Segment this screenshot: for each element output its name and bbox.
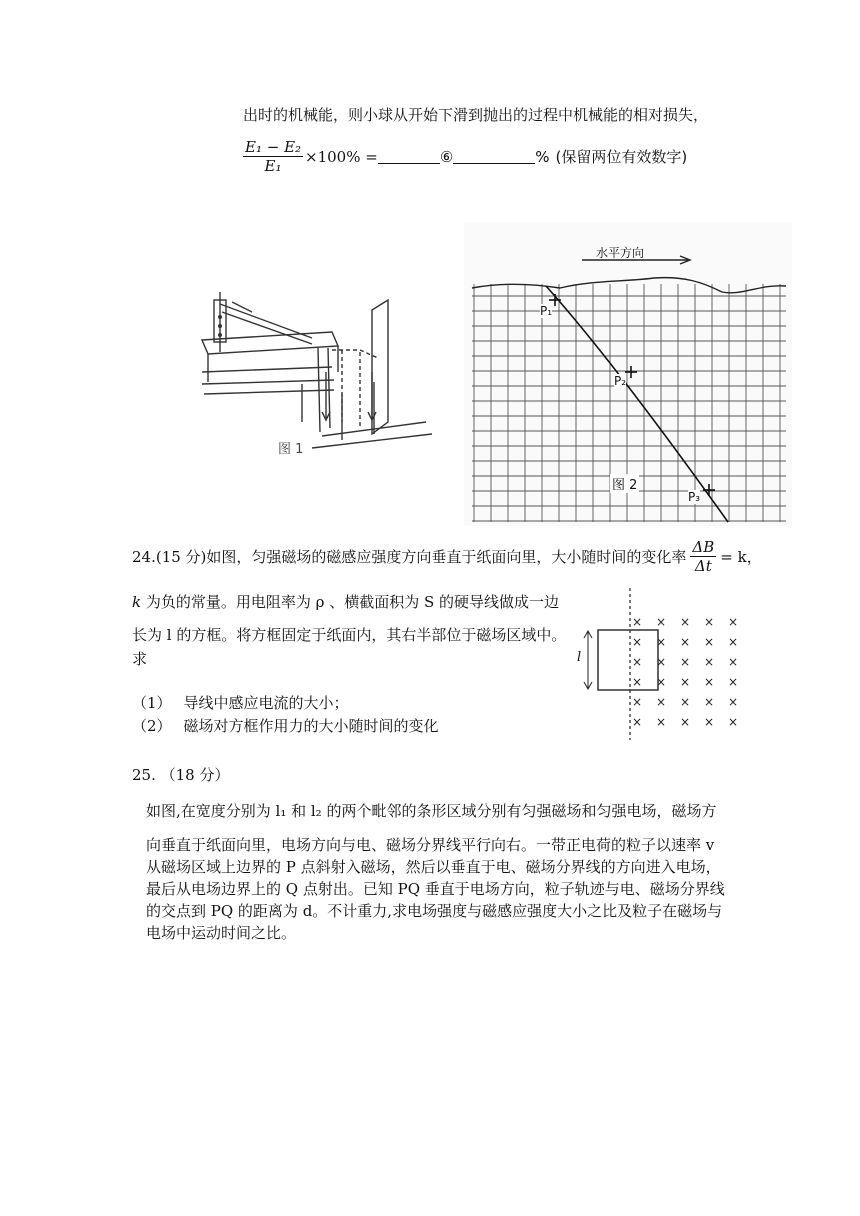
field-cross-mark: × [680,655,691,669]
field-cross-mark: × [728,695,739,709]
answer-blank-right [453,149,535,164]
field-cross-mark: × [632,695,643,709]
q24-item-2-number: （2） [132,717,172,735]
rate-fraction [690,538,716,575]
field-cross-mark: × [728,655,739,669]
q23-formula [243,138,687,175]
field-cross-mark: × [728,615,739,629]
q24-line-4: 求 [132,650,148,668]
field-cross-mark: × [680,675,691,689]
q24-item-1-number: （1） [132,694,172,712]
point-p3-label: P₃ [688,490,701,504]
rate-equals-k: = k， [720,547,762,566]
field-cross-mark: × [656,635,667,649]
field-cross-mark: × [704,715,715,729]
q23-text-line: 出时的机械能，则小球从开始下滑到抛出的过程中机械能的相对损失， [243,106,709,124]
field-cross-mark: × [728,715,739,729]
q24-figure-frame-field [577,588,740,740]
field-cross-mark: × [704,675,715,689]
q24-item-1 [132,692,349,714]
field-cross-mark: × [656,655,667,669]
side-length-label: l [577,650,582,665]
q25-body [132,800,732,944]
point-p1-label: P₁ [540,304,553,318]
q25-heading: 25. （18 分） [132,766,230,784]
field-cross-mark: × [680,635,691,649]
field-cross-mark: × [656,695,667,709]
q24-item-1-text: 导线中感应电流的大小； [183,694,349,712]
q25-para-line-2: 向垂直于纸面向里，电场方向与电、磁场分界线平行向右。一带正电荷的粒子以速率 v [146,836,715,854]
rate-denominator: Δt [694,557,712,575]
percent-sign: % [535,147,550,166]
field-cross-mark: × [704,695,715,709]
field-cross-mark: × [728,635,739,649]
q24-item-2-text: 磁场对方框作用力的大小随时间的变化 [183,717,439,735]
q24-line-3: 长为 l 的方框。将方框固定于纸面内，其右半部位于磁场区域中。 [132,626,567,644]
point-p2-label: P₂ [614,374,627,388]
figure-1-caption: 图 1 [278,442,304,457]
blank-number-mark: ⑥ [439,147,454,166]
q25-para-line-3: 从磁场区域上边界的 P 点斜射入磁场，然后以垂直于电、磁场分界线的方向进入电场， [146,858,721,876]
q25-para-line-6: 电场中运动时间之比。 [146,924,297,942]
fraction-numerator: E₁ − E₂ [245,138,302,156]
frame-field-drawing [580,588,740,740]
field-cross-mark: × [632,615,643,629]
field-cross-mark: × [704,635,715,649]
field-cross-mark: × [680,695,691,709]
q25-para-line-4: 最后从电场边界上的 Q 点射出。已知 PQ 垂直于电场方向，粒子轨迹与电、磁场分界线 [146,880,725,898]
q24-item-2 [132,715,439,737]
field-cross-mark: × [704,655,715,669]
q24-line-2-text: 为负的常量。用电阻率为 ρ 、横截面积为 S 的硬导线做成一边 [141,593,560,611]
precision-note: (保留两位有效数字) [555,147,688,166]
figure-1-apparatus [192,222,464,526]
field-cross-mark: × [656,715,667,729]
field-cross-mark: × [680,615,691,629]
field-cross-mark: × [632,635,643,649]
field-cross-mark: × [632,715,643,729]
apparatus-drawing [192,222,464,526]
q24-prefix: 24.(15 分)如图，匀强磁场的磁感应强度方向垂直于纸面向里，大小随时间的变化率 [132,547,687,566]
field-cross-mark: × [632,655,643,669]
times-100-percent: ×100% = [305,147,378,166]
field-cross-mark: × [656,675,667,689]
field-cross-mark: × [728,675,739,689]
field-cross-mark: × [632,675,643,689]
field-cross-mark: × [656,615,667,629]
answer-blank-left [378,149,440,164]
figure-2-trajectory-grid [464,222,792,526]
field-cross-mark: × [704,615,715,629]
k-symbol: k [132,593,142,611]
q24-line-2 [132,591,559,613]
loss-fraction [243,138,303,175]
fraction-denominator: E₁ [264,157,282,175]
figure-2-caption: 图 2 [610,474,639,493]
horizontal-direction-label: 水平方向 [596,246,645,260]
field-cross-mark: × [680,715,691,729]
rate-numerator: ΔB [692,538,715,556]
q25-para-line-5: 的交点到 PQ 的距离为 d。不计重力,求电场强度与磁感应强度大小之比及粒子在磁场与 [146,902,723,920]
q25-para-line-1: 如图,在宽度分别为 l₁ 和 l₂ 的两个毗邻的条形区域分别有匀强磁场和匀强电场，磁场方 [146,802,717,820]
q24-first-line [132,538,762,575]
